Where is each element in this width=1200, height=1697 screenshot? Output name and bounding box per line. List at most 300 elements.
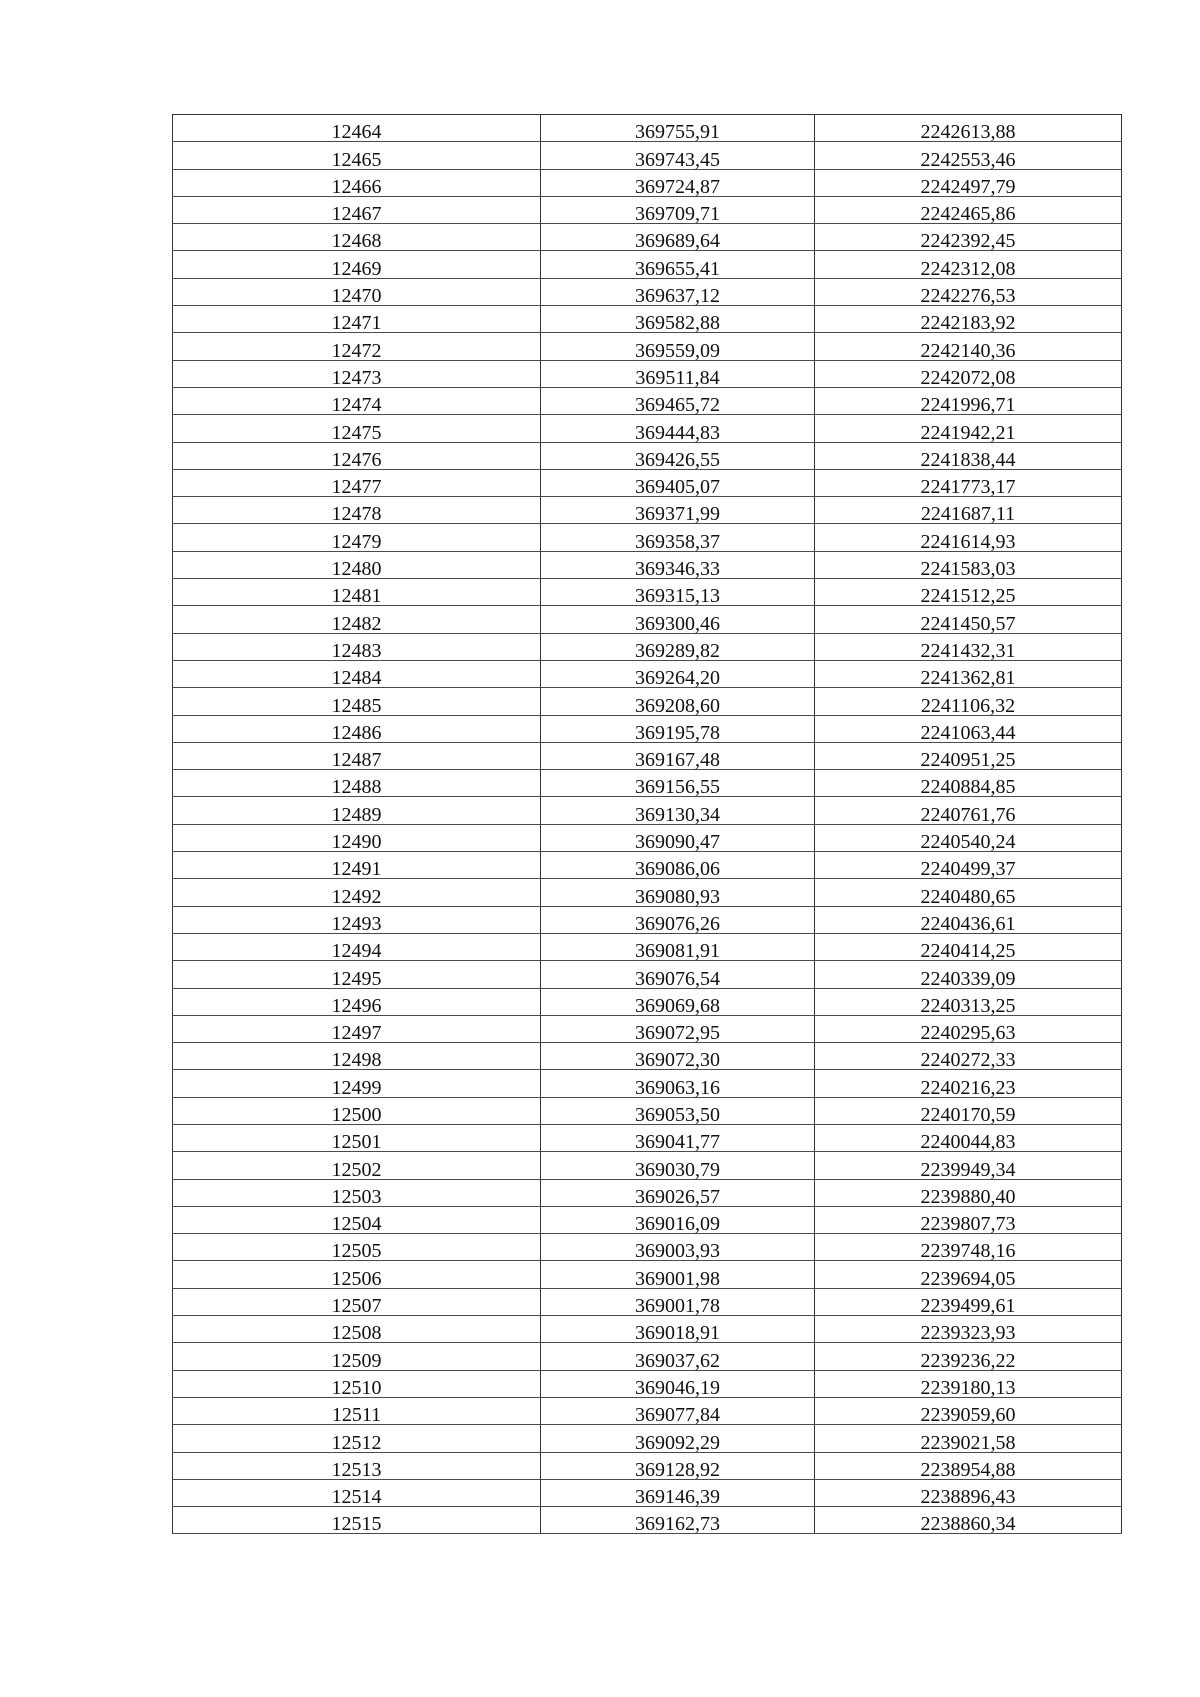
cell-text: 2240414,25: [920, 940, 1016, 963]
point-number-cell: [173, 770, 541, 797]
point-number-cell: [173, 115, 541, 142]
cell-text: 369026,57: [635, 1185, 720, 1208]
x-coordinate-cell: [541, 988, 815, 1015]
point-number-cell: [173, 497, 541, 524]
x-coordinate-cell: [541, 1452, 815, 1479]
cell-text: 2240951,25: [920, 749, 1016, 772]
y-coordinate-cell: [815, 961, 1122, 988]
point-number-cell: [173, 660, 541, 690]
x-coordinate-cell: [541, 797, 815, 824]
y-coordinate-cell: [815, 933, 1122, 963]
point-number-cell: [173, 1343, 541, 1370]
cell-text: 369018,91: [635, 1322, 720, 1345]
x-coordinate-cell: [541, 1179, 815, 1206]
point-number-cell: [173, 1124, 541, 1154]
table-row: [173, 1343, 1122, 1370]
cell-text: 12469: [331, 257, 382, 280]
table-row: [173, 415, 1122, 442]
x-coordinate-cell: [541, 524, 815, 551]
point-number-cell: [173, 387, 541, 417]
x-coordinate-cell: [541, 360, 815, 387]
cell-text: 369037,62: [635, 1349, 720, 1372]
cell-text: 2239694,05: [920, 1267, 1016, 1290]
cell-text: 12512: [331, 1431, 382, 1454]
table-row: [173, 1479, 1122, 1506]
table-row: [173, 1288, 1122, 1315]
cell-text: 369346,33: [635, 558, 720, 581]
cell-text: 12508: [331, 1322, 382, 1345]
x-coordinate-cell: [541, 306, 815, 333]
table-row: [173, 715, 1122, 742]
y-coordinate-cell: [815, 524, 1122, 551]
cell-text: 2242497,79: [920, 175, 1016, 198]
cell-text: 2242140,36: [920, 339, 1016, 362]
cell-text: 12482: [331, 612, 382, 635]
cell-text: 369637,12: [635, 285, 720, 308]
table-row: [173, 333, 1122, 360]
point-number-cell: [173, 715, 541, 742]
y-coordinate-cell: [815, 1397, 1122, 1427]
point-number-cell: [173, 551, 541, 581]
y-coordinate-cell: [815, 1124, 1122, 1154]
cell-text: 12478: [331, 503, 382, 526]
cell-text: 369063,16: [635, 1076, 720, 1099]
cell-text: 369077,84: [635, 1404, 720, 1427]
y-coordinate-cell: [815, 742, 1122, 772]
x-coordinate-cell: [541, 1397, 815, 1427]
x-coordinate-cell: [541, 442, 815, 469]
table-row: [173, 551, 1122, 578]
y-coordinate-cell: [815, 551, 1122, 581]
cell-text: 2241942,21: [920, 421, 1016, 444]
point-number-cell: [173, 142, 541, 169]
x-coordinate-cell: [541, 551, 815, 581]
cell-text: 2242465,86: [920, 203, 1016, 226]
cell-text: 2240295,63: [920, 1022, 1016, 1045]
y-coordinate-cell: [815, 1097, 1122, 1124]
table-row: [173, 852, 1122, 879]
point-number-cell: [173, 469, 541, 499]
cell-text: 12488: [331, 776, 382, 799]
point-number-cell: [173, 1097, 541, 1124]
cell-text: 2239499,61: [920, 1295, 1016, 1318]
cell-text: 369655,41: [635, 257, 720, 280]
y-coordinate-cell: [815, 1179, 1122, 1206]
table-row: [173, 142, 1122, 169]
point-number-cell: [173, 852, 541, 879]
point-number-cell: [173, 1234, 541, 1261]
cell-text: 12510: [331, 1376, 382, 1399]
x-coordinate-cell: [541, 224, 815, 251]
cell-text: 2241432,31: [920, 639, 1016, 662]
cell-text: 369405,07: [635, 476, 720, 499]
table-row: [173, 524, 1122, 551]
point-number-cell: [173, 1507, 541, 1534]
point-number-cell: [173, 524, 541, 551]
point-number-cell: [173, 1288, 541, 1318]
point-number-cell: [173, 606, 541, 633]
cell-text: 12465: [331, 148, 382, 171]
coordinates-table: [172, 114, 1122, 1534]
cell-text: 369072,95: [635, 1022, 720, 1045]
x-coordinate-cell: [541, 1015, 815, 1045]
point-number-cell: [173, 1043, 541, 1070]
table-row: [173, 1234, 1122, 1261]
x-coordinate-cell: [541, 469, 815, 499]
table-row: [173, 933, 1122, 960]
table-row: [173, 1070, 1122, 1097]
cell-text: 12468: [331, 230, 382, 253]
cell-text: 12502: [331, 1158, 382, 1181]
table-row: [173, 1179, 1122, 1206]
x-coordinate-cell: [541, 1043, 815, 1070]
point-number-cell: [173, 1397, 541, 1427]
y-coordinate-cell: [815, 1234, 1122, 1261]
table-row: [173, 1097, 1122, 1124]
x-coordinate-cell: [541, 1097, 815, 1124]
y-coordinate-cell: [815, 1261, 1122, 1288]
cell-text: 369001,78: [635, 1295, 720, 1318]
table-row: [173, 579, 1122, 606]
cell-text: 12496: [331, 994, 382, 1017]
cell-text: 2239180,13: [920, 1376, 1016, 1399]
cell-text: 369130,34: [635, 803, 720, 826]
table-row: [173, 742, 1122, 769]
point-number-cell: [173, 879, 541, 906]
cell-text: 369076,26: [635, 912, 720, 935]
point-number-cell: [173, 824, 541, 854]
cell-text: 12490: [331, 831, 382, 854]
table-row: [173, 824, 1122, 851]
cell-text: 369003,93: [635, 1240, 720, 1263]
y-coordinate-cell: [815, 906, 1122, 933]
table-row: [173, 988, 1122, 1015]
y-coordinate-cell: [815, 1343, 1122, 1370]
cell-text: 369465,72: [635, 394, 720, 417]
y-coordinate-cell: [815, 196, 1122, 226]
cell-text: 12501: [331, 1131, 382, 1154]
table-row: [173, 1206, 1122, 1233]
cell-text: 369264,20: [635, 667, 720, 690]
cell-text: 12507: [331, 1295, 382, 1318]
x-coordinate-cell: [541, 497, 815, 524]
x-coordinate-cell: [541, 1234, 815, 1261]
cell-text: 369080,93: [635, 885, 720, 908]
x-coordinate-cell: [541, 742, 815, 772]
y-coordinate-cell: [815, 115, 1122, 142]
cell-text: 369046,19: [635, 1376, 720, 1399]
x-coordinate-cell: [541, 1206, 815, 1236]
y-coordinate-cell: [815, 469, 1122, 499]
table-row: [173, 360, 1122, 387]
point-number-cell: [173, 1179, 541, 1206]
y-coordinate-cell: [815, 442, 1122, 469]
point-number-cell: [173, 1015, 541, 1045]
point-number-cell: [173, 1452, 541, 1479]
cell-text: 12466: [331, 175, 382, 198]
cell-text: 12504: [331, 1213, 382, 1236]
cell-text: 369072,30: [635, 1049, 720, 1072]
cell-text: 2239021,58: [920, 1431, 1016, 1454]
y-coordinate-cell: [815, 660, 1122, 690]
x-coordinate-cell: [541, 1288, 815, 1318]
x-coordinate-cell: [541, 415, 815, 442]
x-coordinate-cell: [541, 1124, 815, 1154]
cell-text: 369162,73: [635, 1513, 720, 1536]
x-coordinate-cell: [541, 879, 815, 906]
cell-text: 2239880,40: [920, 1185, 1016, 1208]
point-number-cell: [173, 988, 541, 1015]
cell-text: 2240436,61: [920, 912, 1016, 935]
point-number-cell: [173, 1479, 541, 1509]
cell-text: 12500: [331, 1103, 382, 1126]
point-number-cell: [173, 442, 541, 469]
cell-text: 369444,83: [635, 421, 720, 444]
cell-text: 2241450,57: [920, 612, 1016, 635]
x-coordinate-cell: [541, 251, 815, 278]
cell-text: 2241996,71: [920, 394, 1016, 417]
cell-text: 369030,79: [635, 1158, 720, 1181]
x-coordinate-cell: [541, 770, 815, 797]
y-coordinate-cell: [815, 1288, 1122, 1318]
cell-text: 369069,68: [635, 994, 720, 1017]
x-coordinate-cell: [541, 115, 815, 142]
point-number-cell: [173, 415, 541, 442]
y-coordinate-cell: [815, 1152, 1122, 1179]
table-row: [173, 306, 1122, 333]
cell-text: 2241614,93: [920, 530, 1016, 553]
y-coordinate-cell: [815, 688, 1122, 715]
cell-text: 12481: [331, 585, 382, 608]
cell-text: 2242276,53: [920, 285, 1016, 308]
cell-text: 12471: [331, 312, 382, 335]
table-row: [173, 442, 1122, 469]
cell-text: 2241362,81: [920, 667, 1016, 690]
cell-text: 12484: [331, 667, 382, 690]
cell-text: 2240480,65: [920, 885, 1016, 908]
y-coordinate-cell: [815, 306, 1122, 333]
x-coordinate-cell: [541, 933, 815, 963]
cell-text: 369289,82: [635, 639, 720, 662]
cell-text: 2242312,08: [920, 257, 1016, 280]
table-row: [173, 906, 1122, 933]
x-coordinate-cell: [541, 1343, 815, 1370]
y-coordinate-cell: [815, 142, 1122, 169]
cell-text: 369559,09: [635, 339, 720, 362]
table-row: [173, 224, 1122, 251]
cell-text: 12475: [331, 421, 382, 444]
y-coordinate-cell: [815, 224, 1122, 251]
cell-text: 12492: [331, 885, 382, 908]
cell-text: 369001,98: [635, 1267, 720, 1290]
cell-text: 2241773,17: [920, 476, 1016, 499]
cell-text: 369582,88: [635, 312, 720, 335]
cell-text: 12495: [331, 967, 382, 990]
table-row: [173, 1316, 1122, 1343]
cell-text: 12499: [331, 1076, 382, 1099]
y-coordinate-cell: [815, 1452, 1122, 1479]
table-row: [173, 770, 1122, 797]
y-coordinate-cell: [815, 797, 1122, 824]
cell-text: 369092,29: [635, 1431, 720, 1454]
cell-text: 12473: [331, 366, 382, 389]
y-coordinate-cell: [815, 633, 1122, 660]
table-row: [173, 961, 1122, 988]
point-number-cell: [173, 278, 541, 308]
cell-text: 12479: [331, 530, 382, 553]
cell-text: 369358,37: [635, 530, 720, 553]
table-row: [173, 1370, 1122, 1397]
x-coordinate-cell: [541, 1261, 815, 1288]
cell-text: 369128,92: [635, 1458, 720, 1481]
x-coordinate-cell: [541, 1070, 815, 1097]
cell-text: 12470: [331, 285, 382, 308]
table-row: [173, 196, 1122, 223]
cell-text: 369300,46: [635, 612, 720, 635]
cell-text: 2240884,85: [920, 776, 1016, 799]
y-coordinate-cell: [815, 1015, 1122, 1045]
cell-text: 2241512,25: [920, 585, 1016, 608]
cell-text: 12511: [331, 1404, 382, 1427]
cell-text: 369081,91: [635, 940, 720, 963]
cell-text: 369511,84: [635, 366, 720, 389]
cell-text: 2242392,45: [920, 230, 1016, 253]
cell-text: 369146,39: [635, 1486, 720, 1509]
cell-text: 2240216,23: [920, 1076, 1016, 1099]
table-row: [173, 660, 1122, 687]
x-coordinate-cell: [541, 824, 815, 854]
cell-text: 2238896,43: [920, 1486, 1016, 1509]
table-row: [173, 387, 1122, 414]
x-coordinate-cell: [541, 196, 815, 226]
cell-text: 12491: [331, 858, 382, 881]
cell-text: 2241687,11: [920, 503, 1016, 526]
point-number-cell: [173, 196, 541, 226]
point-number-cell: [173, 633, 541, 660]
cell-text: 2239059,60: [920, 1404, 1016, 1427]
cell-text: 369086,06: [635, 858, 720, 881]
x-coordinate-cell: [541, 688, 815, 715]
cell-text: 369426,55: [635, 448, 720, 471]
table-row: [173, 879, 1122, 906]
cell-text: 12467: [331, 203, 382, 226]
y-coordinate-cell: [815, 387, 1122, 417]
y-coordinate-cell: [815, 879, 1122, 906]
y-coordinate-cell: [815, 169, 1122, 196]
point-number-cell: [173, 1425, 541, 1452]
point-number-cell: [173, 333, 541, 360]
table-row: [173, 1015, 1122, 1042]
cell-text: 2241106,32: [920, 694, 1016, 717]
y-coordinate-cell: [815, 251, 1122, 278]
y-coordinate-cell: [815, 824, 1122, 854]
table-row: [173, 497, 1122, 524]
cell-text: 2239236,22: [920, 1349, 1016, 1372]
cell-text: 12513: [331, 1458, 382, 1481]
point-number-cell: [173, 1261, 541, 1288]
y-coordinate-cell: [815, 360, 1122, 387]
cell-text: 2241583,03: [920, 558, 1016, 581]
y-coordinate-cell: [815, 278, 1122, 308]
cell-text: 2239949,34: [920, 1158, 1016, 1181]
point-number-cell: [173, 961, 541, 988]
point-number-cell: [173, 224, 541, 251]
cell-text: 2242553,46: [920, 148, 1016, 171]
x-coordinate-cell: [541, 633, 815, 660]
x-coordinate-cell: [541, 961, 815, 988]
cell-text: 2240044,83: [920, 1131, 1016, 1154]
x-coordinate-cell: [541, 852, 815, 879]
y-coordinate-cell: [815, 1425, 1122, 1452]
cell-text: 2238860,34: [920, 1513, 1016, 1536]
table-row: [173, 633, 1122, 660]
y-coordinate-cell: [815, 1370, 1122, 1397]
cell-text: 12509: [331, 1349, 382, 1372]
cell-text: 12498: [331, 1049, 382, 1072]
cell-text: 12514: [331, 1486, 382, 1509]
cell-text: 2240170,59: [920, 1103, 1016, 1126]
y-coordinate-cell: [815, 333, 1122, 360]
y-coordinate-cell: [815, 579, 1122, 606]
table-row: [173, 115, 1122, 142]
cell-text: 2242072,08: [920, 366, 1016, 389]
cell-text: 12486: [331, 721, 382, 744]
point-number-cell: [173, 306, 541, 333]
cell-text: 12464: [331, 121, 382, 144]
x-coordinate-cell: [541, 142, 815, 169]
cell-text: 369724,87: [635, 175, 720, 198]
table-row: [173, 1425, 1122, 1452]
x-coordinate-cell: [541, 715, 815, 742]
cell-text: 2242613,88: [920, 121, 1016, 144]
point-number-cell: [173, 1152, 541, 1179]
cell-text: 12472: [331, 339, 382, 362]
cell-text: 369208,60: [635, 694, 720, 717]
point-number-cell: [173, 169, 541, 196]
cell-text: 369315,13: [635, 585, 720, 608]
y-coordinate-cell: [815, 1206, 1122, 1236]
x-coordinate-cell: [541, 333, 815, 360]
point-number-cell: [173, 933, 541, 963]
cell-text: 12497: [331, 1022, 382, 1045]
cell-text: 369167,48: [635, 749, 720, 772]
point-number-cell: [173, 251, 541, 278]
x-coordinate-cell: [541, 1370, 815, 1397]
table-row: [173, 688, 1122, 715]
table-row: [173, 1507, 1122, 1534]
cell-text: 369195,78: [635, 721, 720, 744]
cell-text: 369709,71: [635, 203, 720, 226]
x-coordinate-cell: [541, 387, 815, 417]
table-row: [173, 169, 1122, 196]
y-coordinate-cell: [815, 415, 1122, 442]
point-number-cell: [173, 360, 541, 387]
cell-text: 2240272,33: [920, 1049, 1016, 1072]
y-coordinate-cell: [815, 1316, 1122, 1343]
cell-text: 12487: [331, 749, 382, 772]
point-number-cell: [173, 742, 541, 772]
table-row: [173, 1124, 1122, 1151]
cell-text: 2241063,44: [920, 721, 1016, 744]
cell-text: 369090,47: [635, 831, 720, 854]
cell-text: 2240540,24: [920, 831, 1016, 854]
x-coordinate-cell: [541, 606, 815, 633]
point-number-cell: [173, 1370, 541, 1397]
coordinates-table-body: [173, 115, 1122, 1534]
x-coordinate-cell: [541, 1507, 815, 1534]
y-coordinate-cell: [815, 1043, 1122, 1070]
cell-text: 12474: [331, 394, 382, 417]
